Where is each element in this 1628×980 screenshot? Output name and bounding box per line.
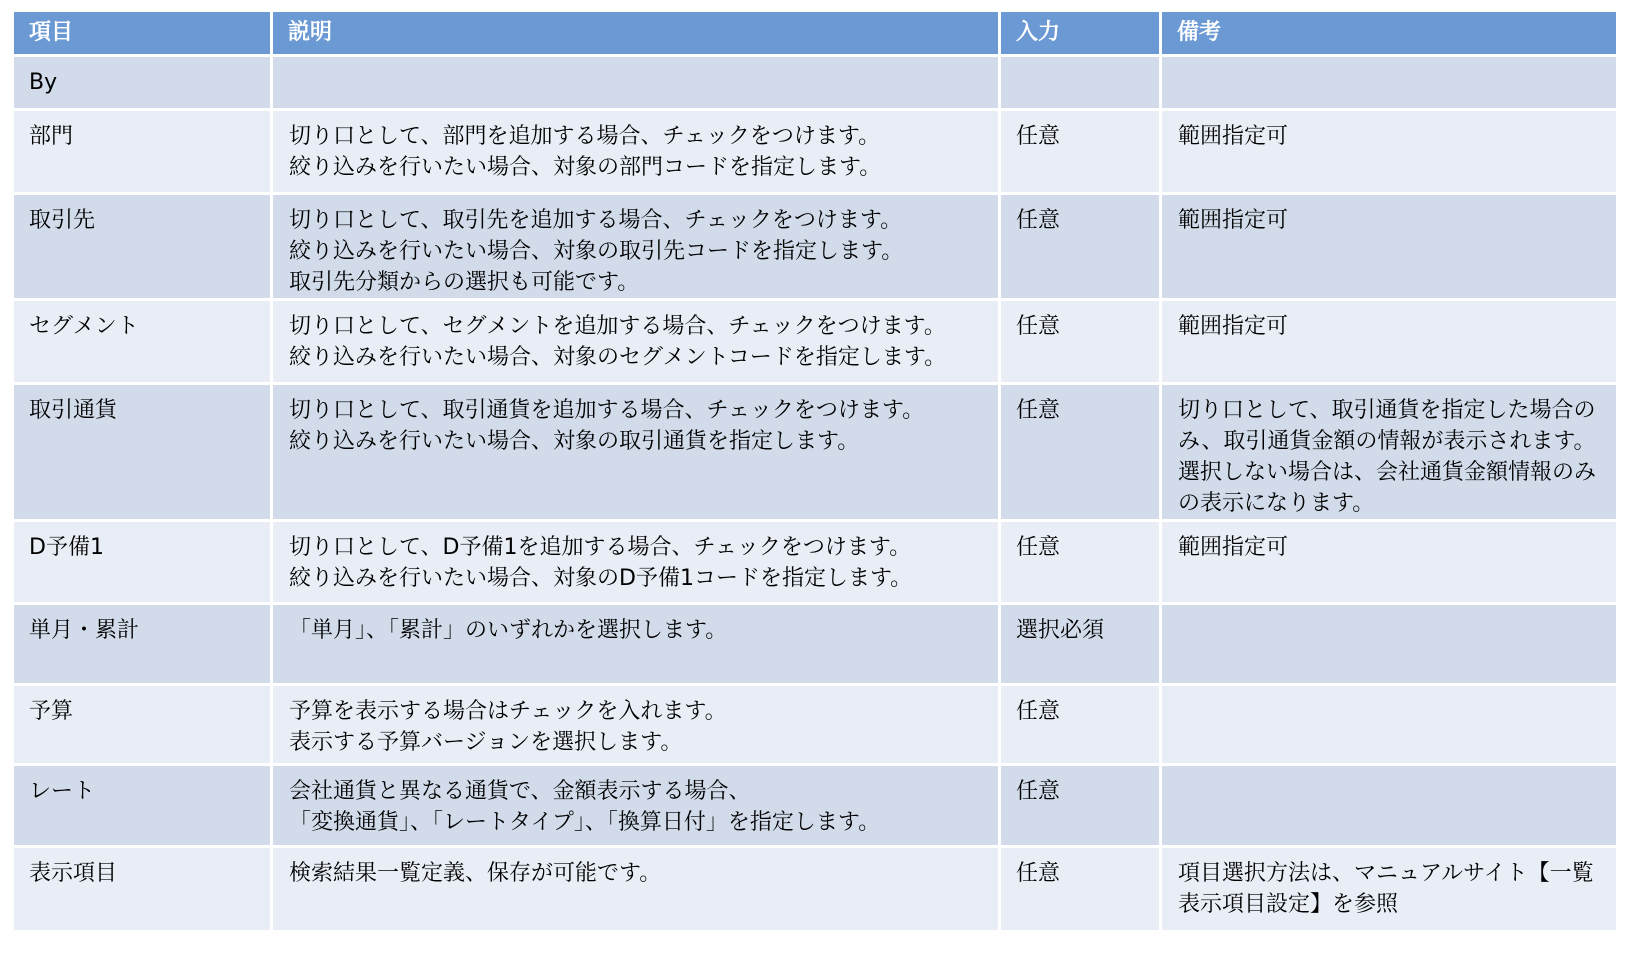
cell-item: By xyxy=(13,56,272,110)
table-row xyxy=(13,194,1618,300)
cell-item: 取引通貨 xyxy=(13,384,272,521)
cell-description: 切り口として、セグメントを追加する場合、チェックをつけます。 絞り込みを行いたい場合、対象のセグメントコードを指定します。 xyxy=(272,300,1000,384)
cell-input: 任意 xyxy=(1000,685,1161,765)
table-row xyxy=(13,765,1618,847)
header-description: 説明 xyxy=(272,11,1000,56)
cell-input: 任意 xyxy=(1000,521,1161,604)
cell-description: 切り口として、取引先を追加する場合、チェックをつけます。 絞り込みを行いたい場合、対象の取引先コードを指定します。 取引先分類からの選択も可能です。 xyxy=(272,194,1000,300)
cell-input: 任意 xyxy=(1000,194,1161,300)
cell-input xyxy=(1000,56,1161,110)
cell-notes: 範囲指定可 xyxy=(1161,194,1618,300)
header-item: 項目 xyxy=(13,11,272,56)
header-input: 入力 xyxy=(1000,11,1161,56)
cell-description xyxy=(272,56,1000,110)
table-row xyxy=(13,384,1618,521)
cell-notes xyxy=(1161,604,1618,685)
cell-description: 「単月」、「累計」のいずれかを選択します。 xyxy=(272,604,1000,685)
cell-description: 検索結果一覧定義、保存が可能です。 xyxy=(272,847,1000,932)
cell-description: 予算を表示する場合はチェックを入れます。 表示する予算バージョンを選択します。 xyxy=(272,685,1000,765)
cell-notes: 切り口として、取引通貨を指定した場合のみ、取引通貨金額の情報が表示されます。選択しない場合は、会社通貨金額情報のみの表示になります。 xyxy=(1161,384,1618,521)
cell-notes: 範囲指定可 xyxy=(1161,300,1618,384)
cell-item: 単月・累計 xyxy=(13,604,272,685)
cell-input: 任意 xyxy=(1000,110,1161,194)
spec-table xyxy=(11,9,1619,933)
cell-notes xyxy=(1161,56,1618,110)
table-row xyxy=(13,521,1618,604)
table-row xyxy=(13,110,1618,194)
cell-notes xyxy=(1161,765,1618,847)
spec-table-container xyxy=(11,9,1616,933)
cell-item: 表示項目 xyxy=(13,847,272,932)
cell-description: 切り口として、取引通貨を追加する場合、チェックをつけます。 絞り込みを行いたい場合、対象の取引通貨を指定します。 xyxy=(272,384,1000,521)
table-row xyxy=(13,847,1618,932)
header-notes: 備考 xyxy=(1161,11,1618,56)
cell-description: 会社通貨と異なる通貨で、金額表示する場合、 「変換通貨」、「レートタイプ」、「換算日付」を指定します。 xyxy=(272,765,1000,847)
cell-input: 任意 xyxy=(1000,384,1161,521)
cell-item: D予備1 xyxy=(13,521,272,604)
cell-item: 取引先 xyxy=(13,194,272,300)
table-row xyxy=(13,604,1618,685)
cell-input: 任意 xyxy=(1000,300,1161,384)
cell-notes: 範囲指定可 xyxy=(1161,110,1618,194)
cell-item: 部門 xyxy=(13,110,272,194)
cell-input: 選択必須 xyxy=(1000,604,1161,685)
table-row xyxy=(13,300,1618,384)
cell-item: セグメント xyxy=(13,300,272,384)
cell-description: 切り口として、部門を追加する場合、チェックをつけます。 絞り込みを行いたい場合、対象の部門コードを指定します。 xyxy=(272,110,1000,194)
cell-input: 任意 xyxy=(1000,765,1161,847)
cell-notes xyxy=(1161,685,1618,765)
table-row xyxy=(13,685,1618,765)
cell-input: 任意 xyxy=(1000,847,1161,932)
cell-item: レート xyxy=(13,765,272,847)
cell-notes: 項目選択方法は、マニュアルサイト【一覧表示項目設定】を参照 xyxy=(1161,847,1618,932)
cell-notes: 範囲指定可 xyxy=(1161,521,1618,604)
header-row xyxy=(13,11,1618,56)
table-row xyxy=(13,56,1618,110)
cell-description: 切り口として、D予備1を追加する場合、チェックをつけます。 絞り込みを行いたい場合、対象のD予備1コードを指定します。 xyxy=(272,521,1000,604)
cell-item: 予算 xyxy=(13,685,272,765)
